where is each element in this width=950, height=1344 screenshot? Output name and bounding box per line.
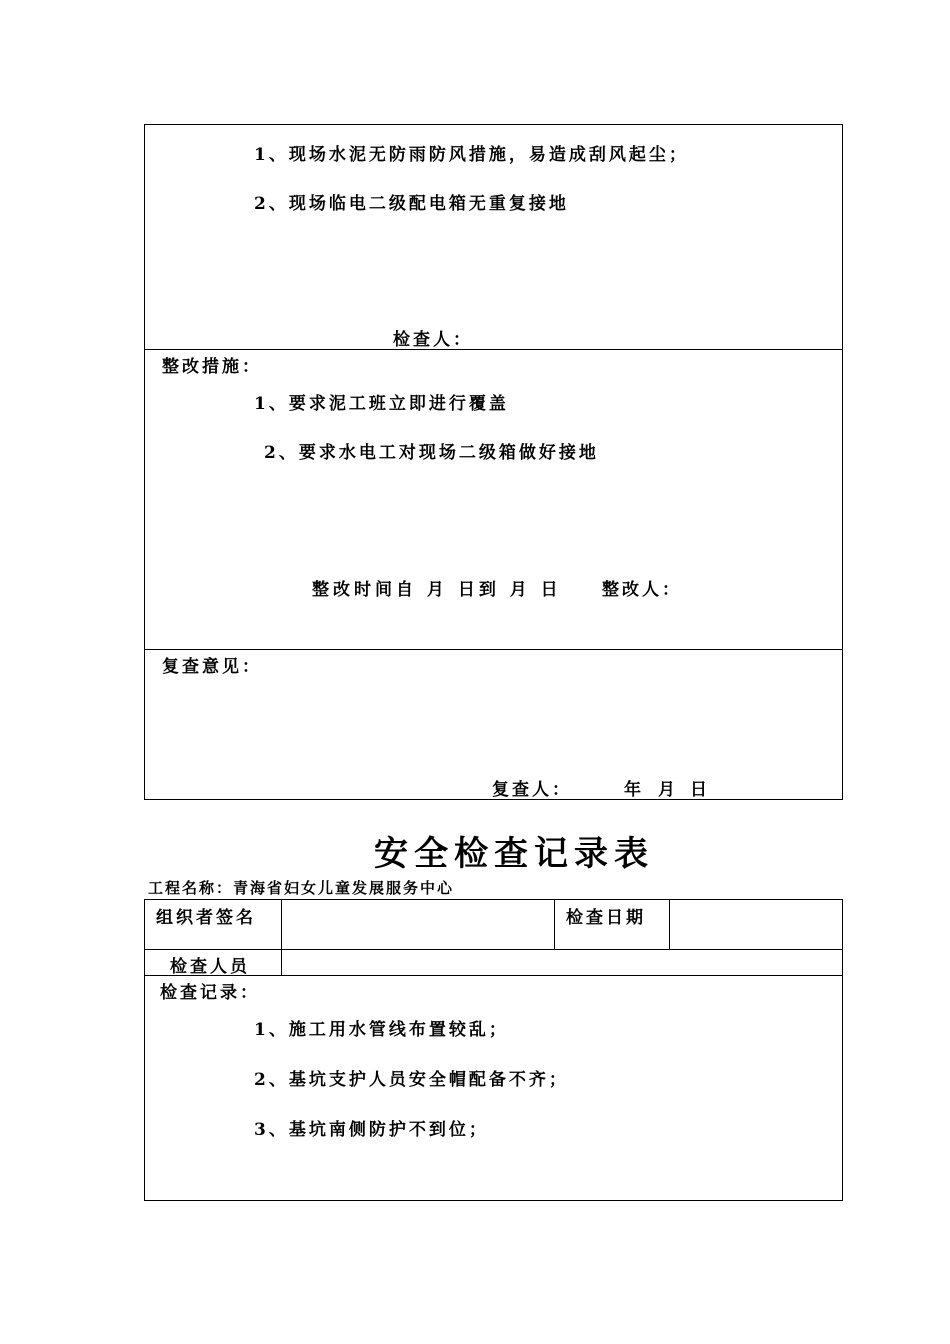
rectification-label: 整改措施： — [162, 357, 262, 377]
rectifier-label: 整改人： — [602, 580, 682, 600]
review-month: 月 — [658, 780, 678, 800]
col-divider-2 — [554, 899, 555, 950]
review-label: 复查意见： — [162, 657, 262, 677]
date-label: 检查日期 — [566, 908, 646, 928]
project-name: 工程名称：青海省妇女儿童发展服务中心 — [148, 879, 455, 897]
inspector-label: 检查人： — [393, 330, 473, 350]
review-day: 日 — [690, 780, 710, 800]
inspectors-label: 检查人员 — [170, 957, 250, 977]
review-year: 年 — [624, 780, 644, 800]
record-1: 1、施工用水管线布置较乱； — [254, 1020, 509, 1040]
inspectors-value[interactable] — [290, 952, 830, 972]
measure-2: 2、要求水电工对现场二级箱做好接地 — [264, 443, 599, 463]
finding-2: 2、现场临电二级配电箱无重复接地 — [254, 194, 569, 214]
reviewer-label: 复查人： — [492, 780, 572, 800]
rectification-time: 整改时间自 月 日到 月 日 — [312, 580, 562, 600]
record-label: 检查记录： — [160, 983, 260, 1003]
organizer-value[interactable] — [290, 903, 545, 943]
measure-1: 1、要求泥工班立即进行覆盖 — [254, 394, 509, 414]
col-divider-1 — [281, 899, 282, 976]
finding-1: 1、现场水泥无防雨防风措施，易造成刮风起尘； — [254, 145, 689, 165]
date-value[interactable] — [678, 903, 833, 943]
record-table — [144, 899, 843, 1201]
record-3: 3、基坑南侧防护不到位； — [254, 1120, 489, 1140]
col-divider-3 — [669, 899, 670, 950]
sheet-title: 安全检查记录表 — [374, 834, 654, 874]
organizer-label: 组织者签名 — [156, 908, 256, 928]
record-2: 2、基坑支护人员安全帽配备不齐； — [254, 1070, 569, 1090]
row-divider-1 — [144, 949, 843, 950]
